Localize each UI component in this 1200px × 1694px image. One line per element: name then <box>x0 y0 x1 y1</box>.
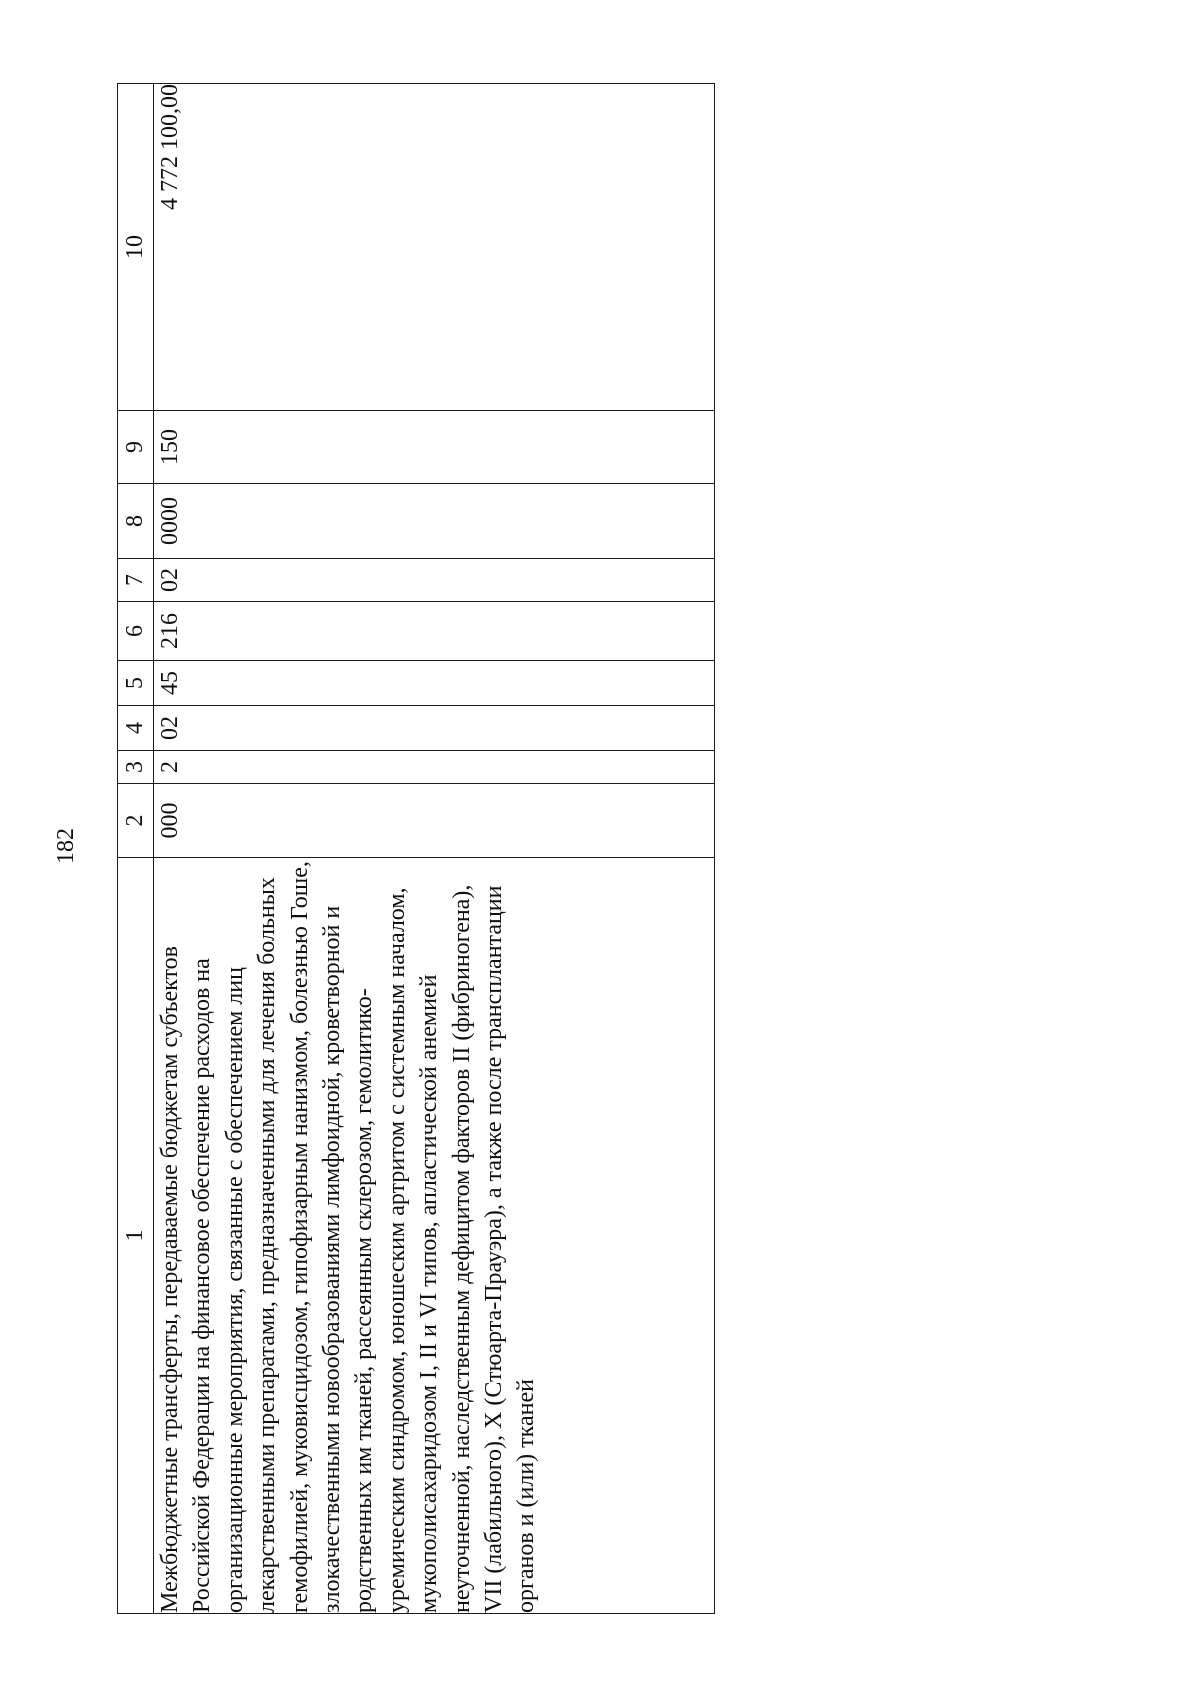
budget-table <box>117 83 715 1614</box>
page-number: 182 <box>53 828 79 864</box>
row-cell-2: 000 <box>154 784 715 858</box>
header-cell-9: 9 <box>118 411 154 484</box>
row-cell-9: 150 <box>154 411 715 484</box>
header-cell-8: 8 <box>118 484 154 559</box>
table-row <box>154 84 715 1614</box>
budget-table-rotated <box>117 84 715 1614</box>
row-amount: 4 772 100,00 <box>154 84 715 411</box>
header-cell-10: 10 <box>118 84 154 411</box>
header-cell-7: 7 <box>118 559 154 602</box>
row-cell-8: 0000 <box>154 484 715 559</box>
header-cell-2: 2 <box>118 784 154 858</box>
header-cell-6: 6 <box>118 602 154 661</box>
row-description: Межбюджетные трансферты, передаваемые бюджетам субъектов Российской Федерации на финансовое обеспечение расходов на организационные мероприятия, связанные с обеспечением лиц лекарственными препаратами, предназначенными для лечения больных гемофилией, муковисцидозом, гипофизарным нанизмом, болезнью Гоше, злокачественными новообразованиями лимфоидной, кроветворной и родственных им тканей, рассеянным склерозом, гемолитико-уремическим синдромом, юношеским артритом с системным началом, мукополисахаридозом I, II и VI типов, апластической анемией неуточненной, наследственным дефицитом факторов II (фибриногена), VII (лабильного), X (Стюарта-Прауэра), а также после трансплантации органов и (или) тканей <box>154 858 715 1614</box>
row-cell-7: 02 <box>154 559 715 602</box>
header-cell-4: 4 <box>118 706 154 751</box>
row-cell-3: 2 <box>154 751 715 784</box>
header-cell-1: 1 <box>118 858 154 1614</box>
header-row <box>118 84 154 1614</box>
row-cell-4: 02 <box>154 706 715 751</box>
header-cell-5: 5 <box>118 661 154 706</box>
row-cell-6: 216 <box>154 602 715 661</box>
header-cell-3: 3 <box>118 751 154 784</box>
row-cell-5: 45 <box>154 661 715 706</box>
